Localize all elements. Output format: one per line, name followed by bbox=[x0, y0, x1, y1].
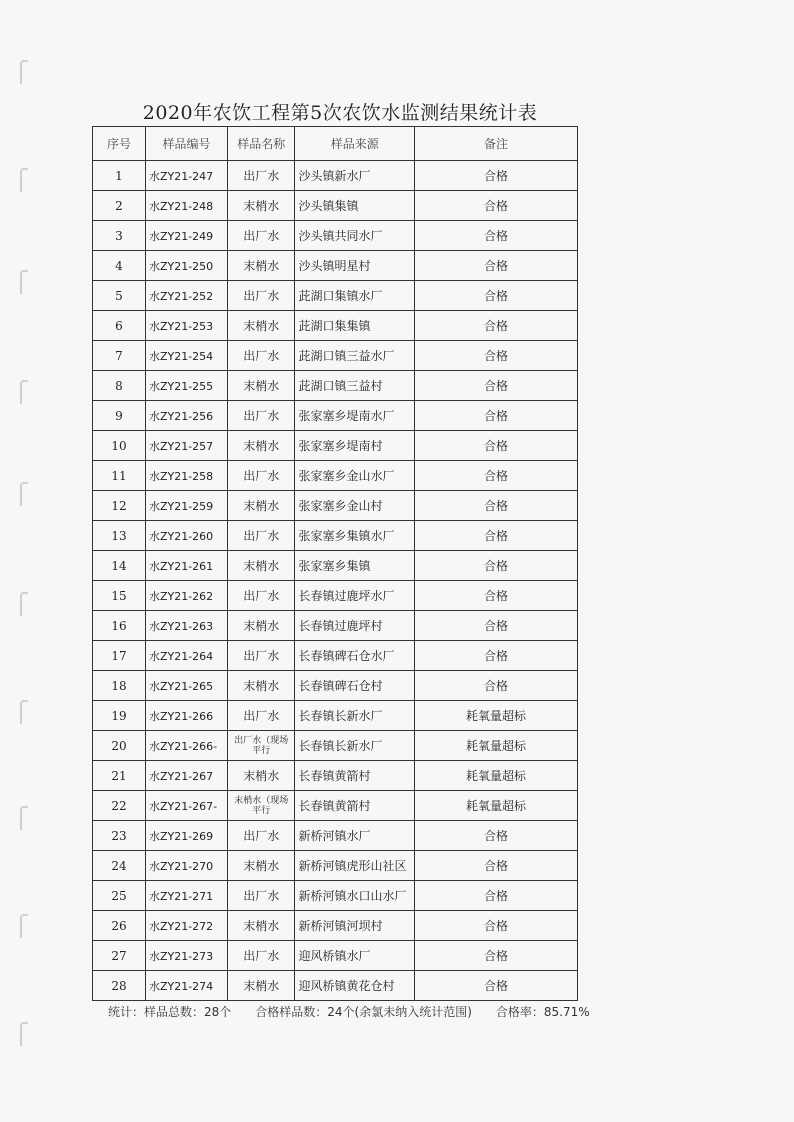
table-row bbox=[93, 791, 578, 821]
serial-cell: 11 bbox=[93, 461, 146, 491]
sample-code-cell: 水ZY21-267- bbox=[145, 791, 227, 821]
table-row bbox=[93, 821, 578, 851]
sample-source-cell: 迎风桥镇水厂 bbox=[295, 941, 414, 971]
sample-source-cell: 长春镇黄箭村 bbox=[295, 761, 414, 791]
sample-source-cell: 沙头镇集镇 bbox=[295, 191, 414, 221]
table-row bbox=[93, 851, 578, 881]
remark-cell: 合格 bbox=[414, 191, 577, 221]
serial-cell: 1 bbox=[93, 161, 146, 191]
sample-source-cell: 长春镇过鹿坪村 bbox=[295, 611, 414, 641]
sample-source-cell: 张家塞乡堤南村 bbox=[295, 431, 414, 461]
binder-hole-mark bbox=[20, 270, 28, 294]
sample-source-cell: 长春镇长新水厂 bbox=[295, 701, 414, 731]
serial-cell: 13 bbox=[93, 521, 146, 551]
serial-cell: 19 bbox=[93, 701, 146, 731]
table-body bbox=[93, 161, 578, 1001]
sample-source-cell: 长春镇黄箭村 bbox=[295, 791, 414, 821]
remark-cell: 合格 bbox=[414, 251, 577, 281]
serial-cell: 17 bbox=[93, 641, 146, 671]
remark-cell: 合格 bbox=[414, 521, 577, 551]
serial-cell: 20 bbox=[93, 731, 146, 761]
header-sample-code: 样品编号 bbox=[145, 127, 227, 161]
binder-hole-mark bbox=[20, 914, 28, 938]
serial-cell: 8 bbox=[93, 371, 146, 401]
sample-name-cell: 末梢水 bbox=[227, 491, 295, 521]
sample-name-cell: 出厂水 bbox=[227, 821, 295, 851]
sample-source-cell: 新桥河镇水厂 bbox=[295, 821, 414, 851]
serial-cell: 7 bbox=[93, 341, 146, 371]
sample-source-cell: 长春镇长新水厂 bbox=[295, 731, 414, 761]
sample-code-cell: 水ZY21-248 bbox=[145, 191, 227, 221]
remark-cell: 合格 bbox=[414, 581, 577, 611]
serial-cell: 22 bbox=[93, 791, 146, 821]
table-row bbox=[93, 281, 578, 311]
sample-name-cell: 末梢水 bbox=[227, 251, 295, 281]
sample-source-cell: 沙头镇共同水厂 bbox=[295, 221, 414, 251]
sample-name-cell: 末梢水 bbox=[227, 311, 295, 341]
header-sample-source: 样品来源 bbox=[295, 127, 414, 161]
binder-hole-mark bbox=[20, 60, 28, 84]
sample-name-cell: 末梢水（现场平行 bbox=[227, 791, 295, 821]
sample-source-cell: 茈湖口集集镇 bbox=[295, 311, 414, 341]
serial-cell: 12 bbox=[93, 491, 146, 521]
serial-cell: 18 bbox=[93, 671, 146, 701]
serial-cell: 5 bbox=[93, 281, 146, 311]
sample-name-cell: 末梢水 bbox=[227, 761, 295, 791]
sample-code-cell: 水ZY21-272 bbox=[145, 911, 227, 941]
serial-cell: 3 bbox=[93, 221, 146, 251]
serial-cell: 4 bbox=[93, 251, 146, 281]
sample-code-cell: 水ZY21-261 bbox=[145, 551, 227, 581]
document-title: 2020年农饮工程第5次农饮水监测结果统计表 bbox=[142, 102, 538, 124]
sample-source-cell: 张家塞乡集镇水厂 bbox=[295, 521, 414, 551]
serial-cell: 28 bbox=[93, 971, 146, 1001]
remark-cell: 合格 bbox=[414, 341, 577, 371]
sample-code-cell: 水ZY21-250 bbox=[145, 251, 227, 281]
remark-cell: 合格 bbox=[414, 161, 577, 191]
table-row bbox=[93, 371, 578, 401]
serial-cell: 6 bbox=[93, 311, 146, 341]
table-row bbox=[93, 641, 578, 671]
sample-name-cell: 出厂水 bbox=[227, 521, 295, 551]
remark-cell: 合格 bbox=[414, 401, 577, 431]
remark-cell: 合格 bbox=[414, 851, 577, 881]
sample-code-cell: 水ZY21-252 bbox=[145, 281, 227, 311]
binder-hole-mark bbox=[20, 806, 28, 830]
remark-cell: 合格 bbox=[414, 491, 577, 521]
remark-cell: 合格 bbox=[414, 671, 577, 701]
serial-cell: 9 bbox=[93, 401, 146, 431]
sample-source-cell: 张家塞乡金山水厂 bbox=[295, 461, 414, 491]
table-row bbox=[93, 491, 578, 521]
sample-name-cell: 出厂水 bbox=[227, 461, 295, 491]
table-row bbox=[93, 671, 578, 701]
sample-code-cell: 水ZY21-270 bbox=[145, 851, 227, 881]
sample-source-cell: 张家塞乡堤南水厂 bbox=[295, 401, 414, 431]
remark-cell: 耗氧量超标 bbox=[414, 701, 577, 731]
sample-name-cell: 出厂水 bbox=[227, 401, 295, 431]
sample-code-cell: 水ZY21-247 bbox=[145, 161, 227, 191]
sample-code-cell: 水ZY21-258 bbox=[145, 461, 227, 491]
sample-name-cell: 出厂水 bbox=[227, 641, 295, 671]
table-row bbox=[93, 521, 578, 551]
sample-source-cell: 新桥河镇虎形山社区 bbox=[295, 851, 414, 881]
sample-name-cell: 末梢水 bbox=[227, 611, 295, 641]
table-row bbox=[93, 611, 578, 641]
sample-name-cell: 末梢水 bbox=[227, 551, 295, 581]
sample-name-cell: 出厂水 bbox=[227, 701, 295, 731]
sample-name-cell: 出厂水 bbox=[227, 941, 295, 971]
remark-cell: 合格 bbox=[414, 461, 577, 491]
sample-code-cell: 水ZY21-249 bbox=[145, 221, 227, 251]
sample-name-cell: 出厂水 bbox=[227, 341, 295, 371]
table-row bbox=[93, 431, 578, 461]
sample-code-cell: 水ZY21-273 bbox=[145, 941, 227, 971]
remark-cell: 合格 bbox=[414, 611, 577, 641]
serial-cell: 10 bbox=[93, 431, 146, 461]
serial-cell: 26 bbox=[93, 911, 146, 941]
table-row bbox=[93, 581, 578, 611]
serial-cell: 25 bbox=[93, 881, 146, 911]
table-row bbox=[93, 221, 578, 251]
table-row bbox=[93, 911, 578, 941]
remark-cell: 合格 bbox=[414, 941, 577, 971]
sample-code-cell: 水ZY21-269 bbox=[145, 821, 227, 851]
table-row bbox=[93, 551, 578, 581]
sample-code-cell: 水ZY21-264 bbox=[145, 641, 227, 671]
remark-cell: 合格 bbox=[414, 911, 577, 941]
table-row bbox=[93, 341, 578, 371]
sample-code-cell: 水ZY21-274 bbox=[145, 971, 227, 1001]
sample-code-cell: 水ZY21-260 bbox=[145, 521, 227, 551]
table-row bbox=[93, 311, 578, 341]
remark-cell: 耗氧量超标 bbox=[414, 761, 577, 791]
table-row bbox=[93, 191, 578, 221]
remark-cell: 合格 bbox=[414, 971, 577, 1001]
sample-name-cell: 末梢水 bbox=[227, 671, 295, 701]
remark-cell: 合格 bbox=[414, 221, 577, 251]
sample-name-cell: 末梢水 bbox=[227, 971, 295, 1001]
remark-cell: 合格 bbox=[414, 881, 577, 911]
table-row bbox=[93, 161, 578, 191]
remark-cell: 合格 bbox=[414, 641, 577, 671]
table-header-row bbox=[93, 127, 578, 161]
sample-code-cell: 水ZY21-263 bbox=[145, 611, 227, 641]
sample-name-cell: 出厂水 bbox=[227, 281, 295, 311]
remark-cell: 合格 bbox=[414, 281, 577, 311]
binder-hole-mark bbox=[20, 592, 28, 616]
sample-code-cell: 水ZY21-266 bbox=[145, 701, 227, 731]
serial-cell: 23 bbox=[93, 821, 146, 851]
sample-source-cell: 长春镇过鹿坪水厂 bbox=[295, 581, 414, 611]
sample-name-cell: 出厂水 bbox=[227, 221, 295, 251]
serial-cell: 24 bbox=[93, 851, 146, 881]
sample-code-cell: 水ZY21-253 bbox=[145, 311, 227, 341]
sample-source-cell: 张家塞乡集镇 bbox=[295, 551, 414, 581]
sample-code-cell: 水ZY21-259 bbox=[145, 491, 227, 521]
remark-cell: 耗氧量超标 bbox=[414, 791, 577, 821]
table-row bbox=[93, 881, 578, 911]
sample-name-cell: 出厂水（现场平行 bbox=[227, 731, 295, 761]
sample-source-cell: 茈湖口集镇水厂 bbox=[295, 281, 414, 311]
header-remark: 备注 bbox=[414, 127, 577, 161]
sample-source-cell: 新桥河镇河坝村 bbox=[295, 911, 414, 941]
table-row bbox=[93, 461, 578, 491]
table-row bbox=[93, 941, 578, 971]
sample-code-cell: 水ZY21-271 bbox=[145, 881, 227, 911]
remark-cell: 合格 bbox=[414, 431, 577, 461]
sample-source-cell: 沙头镇新水厂 bbox=[295, 161, 414, 191]
sample-source-cell: 茈湖口镇三益村 bbox=[295, 371, 414, 401]
serial-cell: 2 bbox=[93, 191, 146, 221]
header-serial: 序号 bbox=[93, 127, 146, 161]
table-row bbox=[93, 761, 578, 791]
serial-cell: 27 bbox=[93, 941, 146, 971]
remark-cell: 耗氧量超标 bbox=[414, 731, 577, 761]
sample-name-cell: 末梢水 bbox=[227, 431, 295, 461]
remark-cell: 合格 bbox=[414, 821, 577, 851]
sample-name-cell: 末梢水 bbox=[227, 851, 295, 881]
sample-source-cell: 长春镇碑石仓村 bbox=[295, 671, 414, 701]
binder-hole-mark bbox=[20, 1022, 28, 1046]
remark-cell: 合格 bbox=[414, 551, 577, 581]
sample-code-cell: 水ZY21-267 bbox=[145, 761, 227, 791]
binder-hole-mark bbox=[20, 482, 28, 506]
binder-hole-mark bbox=[20, 700, 28, 724]
remark-cell: 合格 bbox=[414, 371, 577, 401]
sample-source-cell: 新桥河镇水口山水厂 bbox=[295, 881, 414, 911]
sample-name-cell: 末梢水 bbox=[227, 371, 295, 401]
serial-cell: 16 bbox=[93, 611, 146, 641]
sample-code-cell: 水ZY21-254 bbox=[145, 341, 227, 371]
serial-cell: 14 bbox=[93, 551, 146, 581]
sample-source-cell: 迎风桥镇黄花仓村 bbox=[295, 971, 414, 1001]
sample-source-cell: 茈湖口镇三益水厂 bbox=[295, 341, 414, 371]
sample-name-cell: 末梢水 bbox=[227, 911, 295, 941]
results-table bbox=[92, 126, 578, 1001]
table-row bbox=[93, 701, 578, 731]
sample-name-cell: 末梢水 bbox=[227, 191, 295, 221]
binder-hole-mark bbox=[20, 380, 28, 404]
sample-code-cell: 水ZY21-256 bbox=[145, 401, 227, 431]
remark-cell: 合格 bbox=[414, 311, 577, 341]
summary-text: 统计：样品总数：28个 合格样品数：24个(余氯未纳入统计范围) 合格率：85.71% bbox=[108, 1005, 590, 1019]
sample-code-cell: 水ZY21-255 bbox=[145, 371, 227, 401]
table-row bbox=[93, 731, 578, 761]
sample-code-cell: 水ZY21-257 bbox=[145, 431, 227, 461]
sample-source-cell: 张家塞乡金山村 bbox=[295, 491, 414, 521]
table-row bbox=[93, 251, 578, 281]
sample-name-cell: 出厂水 bbox=[227, 161, 295, 191]
sample-name-cell: 出厂水 bbox=[227, 581, 295, 611]
sample-name-cell: 出厂水 bbox=[227, 881, 295, 911]
sample-code-cell: 水ZY21-262 bbox=[145, 581, 227, 611]
header-sample-name: 样品名称 bbox=[227, 127, 295, 161]
sample-source-cell: 沙头镇明星村 bbox=[295, 251, 414, 281]
serial-cell: 21 bbox=[93, 761, 146, 791]
sample-code-cell: 水ZY21-266- bbox=[145, 731, 227, 761]
sample-code-cell: 水ZY21-265 bbox=[145, 671, 227, 701]
sample-source-cell: 长春镇碑石仓水厂 bbox=[295, 641, 414, 671]
binder-hole-mark bbox=[20, 168, 28, 192]
table-row bbox=[93, 971, 578, 1001]
table-row bbox=[93, 401, 578, 431]
serial-cell: 15 bbox=[93, 581, 146, 611]
